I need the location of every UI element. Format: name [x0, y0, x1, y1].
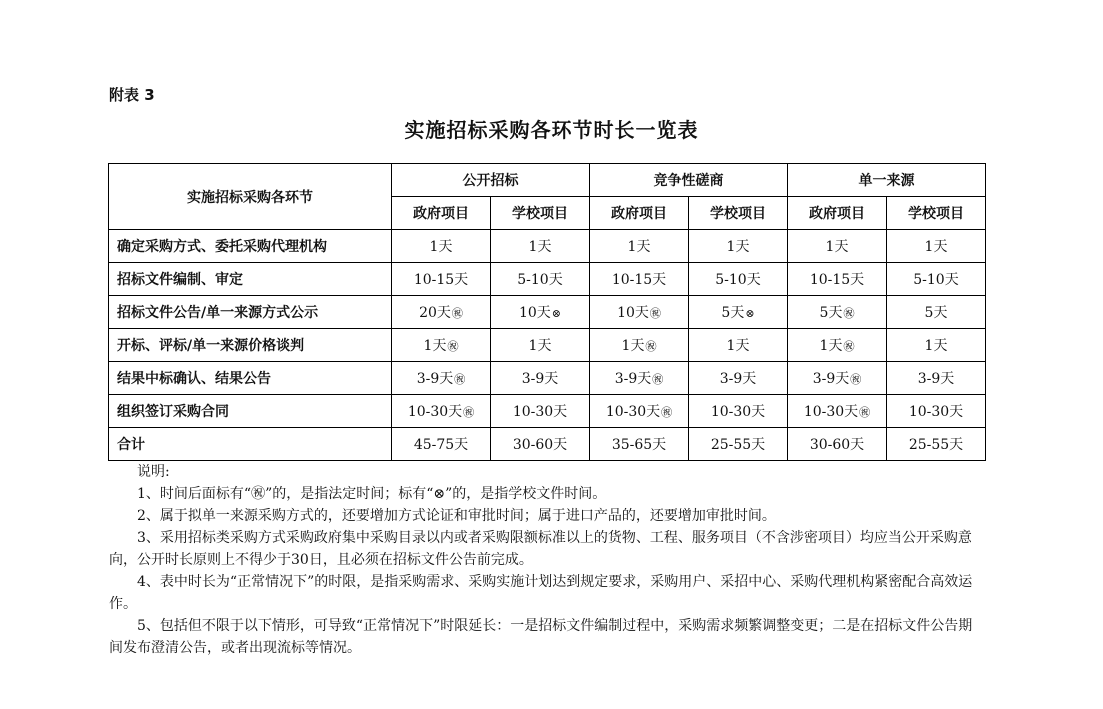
duration-cell: [689, 329, 788, 362]
duration-cell: [590, 395, 689, 428]
duration-value: 30-60天: [512, 437, 568, 453]
statutory-time-mark-icon: ㊗: [661, 406, 673, 419]
duration-value: 10-30天: [710, 404, 766, 420]
duration-cell: [590, 428, 689, 461]
duration-value: 10-30天: [407, 404, 463, 420]
duration-value: 3-9天: [719, 371, 757, 387]
stage-cell: 结果中标确认、结果公告: [109, 362, 392, 395]
subheader-school: 学校项目: [887, 197, 986, 230]
duration-value: 1天: [528, 239, 552, 255]
duration-cell: [392, 329, 491, 362]
duration-cell: [491, 428, 590, 461]
duration-cell: [590, 263, 689, 296]
duration-value: 5-10天: [913, 272, 959, 288]
duration-cell: [887, 428, 986, 461]
duration-value: 10-15天: [809, 272, 865, 288]
duration-value: 1天: [825, 239, 849, 255]
subheader-school: 学校项目: [689, 197, 788, 230]
statutory-time-mark-icon: ㊗: [463, 406, 475, 419]
table-row: [109, 296, 986, 329]
stage-cell: 开标、评标/单一来源价格谈判: [109, 329, 392, 362]
duration-cell: [491, 329, 590, 362]
duration-value: 25-55天: [908, 437, 964, 453]
duration-cell: [689, 428, 788, 461]
stage-cell: 合计: [109, 428, 392, 461]
duration-cell: [491, 395, 590, 428]
duration-cell: [392, 428, 491, 461]
table-row: [109, 329, 986, 362]
duration-value: 5天: [924, 305, 948, 321]
header-row-groups: [109, 164, 986, 197]
duration-value: 10天: [617, 305, 649, 321]
note-item-2: 2、属于拟单一来源采购方式的，还要增加方式论证和审批时间；属于进口产品的，还要增加审批时间。: [137, 508, 776, 524]
stage-column-header: 实施招标采购各环节: [109, 164, 392, 230]
duration-cell: [887, 362, 986, 395]
duration-cell: [887, 263, 986, 296]
statutory-time-mark-icon: ㊗: [850, 373, 862, 386]
duration-value: 1天: [924, 239, 948, 255]
stage-cell: 招标文件公告/单一来源方式公示: [109, 296, 392, 329]
statutory-time-mark-icon: ㊗: [451, 307, 463, 320]
duration-cell: [887, 395, 986, 428]
duration-value: 3-9天: [812, 371, 850, 387]
table-body: [109, 230, 986, 461]
duration-cell: [491, 296, 590, 329]
stage-cell: 组织签订采购合同: [109, 395, 392, 428]
duration-value: 1天: [429, 239, 453, 255]
group-header-open-tender: 公开招标: [392, 164, 590, 197]
table-row: [109, 395, 986, 428]
subheader-government: 政府项目: [788, 197, 887, 230]
duration-value: 3-9天: [521, 371, 559, 387]
duration-cell: [788, 395, 887, 428]
duration-value: 20天: [419, 305, 451, 321]
duration-value: 10-15天: [413, 272, 469, 288]
statutory-time-mark-icon: ㊗: [649, 307, 661, 320]
duration-value: 1天: [726, 338, 750, 354]
duration-value: 1天: [924, 338, 948, 354]
note-item-1: 1、时间后面标有“㊗”的，是指法定时间；标有“⊗”的，是指学校文件时间。: [137, 486, 607, 502]
duration-cell: [788, 230, 887, 263]
group-header-competitive-negotiation: 竞争性磋商: [590, 164, 788, 197]
duration-value: 10-30天: [605, 404, 661, 420]
duration-cell: [788, 428, 887, 461]
duration-cell: [590, 296, 689, 329]
stage-cell: 招标文件编制、审定: [109, 263, 392, 296]
duration-value: 5天: [819, 305, 843, 321]
duration-cell: [392, 230, 491, 263]
statutory-time-mark-icon: ㊗: [447, 340, 459, 353]
duration-value: 1天: [819, 338, 843, 354]
duration-value: 10-30天: [803, 404, 859, 420]
duration-value: 10天: [518, 305, 551, 321]
duration-value: 1天: [627, 239, 651, 255]
school-time-mark-icon: ⊗: [745, 307, 755, 320]
duration-cell: [392, 395, 491, 428]
duration-cell: [491, 263, 590, 296]
duration-value: 1天: [621, 338, 645, 354]
duration-value: 3-9天: [416, 371, 454, 387]
duration-cell: [788, 362, 887, 395]
duration-value: 45-75天: [413, 437, 469, 453]
appendix-label: 附表 3: [109, 86, 155, 104]
statutory-time-mark-icon: ㊗: [454, 373, 466, 386]
duration-value: 1天: [726, 239, 750, 255]
group-header-single-source: 单一来源: [788, 164, 986, 197]
table-row: [109, 362, 986, 395]
duration-cell: [590, 230, 689, 263]
stage-cell: 确定采购方式、委托采购代理机构: [109, 230, 392, 263]
duration-value: 5天: [721, 305, 745, 321]
duration-cell: [392, 362, 491, 395]
duration-cell: [689, 395, 788, 428]
duration-cell: [392, 296, 491, 329]
table-row: [109, 263, 986, 296]
statutory-time-mark-icon: ㊗: [859, 406, 871, 419]
duration-cell: [887, 230, 986, 263]
school-time-mark-icon: ⊗: [551, 307, 562, 320]
duration-cell: [590, 329, 689, 362]
subheader-government: 政府项目: [590, 197, 689, 230]
note-item-3: 3、采用招标类采购方式采购政府集中采购目录以内或者采购限额标准以上的货物、工程、服务项目（不含涉密项目）均应当公开采购意向，公开时长原则上不得少于30日，且必须在招标文件公告前完成。: [109, 530, 972, 568]
duration-cell: [392, 263, 491, 296]
duration-cell: [689, 362, 788, 395]
duration-cell: [689, 296, 788, 329]
subheader-government: 政府项目: [392, 197, 491, 230]
duration-cell: [590, 362, 689, 395]
duration-cell: [887, 296, 986, 329]
notes-section: [109, 461, 979, 659]
duration-value: 10-30天: [512, 404, 568, 420]
duration-value: 3-9天: [614, 371, 652, 387]
note-item-4: 4、表中时长为“正常情况下”的时限，是指采购需求、采购实施计划达到规定要求，采购用户、采招中心、采购代理机构紧密配合高效运作。: [109, 574, 973, 612]
table-row: [109, 428, 986, 461]
statutory-time-mark-icon: ㊗: [645, 340, 657, 353]
duration-cell: [689, 263, 788, 296]
statutory-time-mark-icon: ㊗: [843, 307, 855, 320]
duration-cell: [491, 230, 590, 263]
duration-cell: [689, 230, 788, 263]
duration-table: [108, 163, 986, 461]
page-title: 实施招标采购各环节时长一览表: [404, 118, 699, 142]
duration-value: 5-10天: [715, 272, 761, 288]
table-row: [109, 230, 986, 263]
duration-cell: [887, 329, 986, 362]
duration-cell: [788, 296, 887, 329]
duration-value: 25-55天: [710, 437, 766, 453]
statutory-time-mark-icon: ㊗: [652, 373, 664, 386]
note-item-5: 5、包括但不限于以下情形，可导致“正常情况下”时限延长：一是招标文件编制过程中，采购需求频繁调整变更；二是在招标文件公告期间发布澄清公告，或者出现流标等情况。: [109, 618, 973, 656]
subheader-school: 学校项目: [491, 197, 590, 230]
duration-value: 1天: [528, 338, 552, 354]
duration-value: 1天: [423, 338, 447, 354]
duration-value: 10-30天: [908, 404, 964, 420]
duration-value: 35-65天: [611, 437, 667, 453]
notes-heading: 说明:: [137, 464, 170, 480]
duration-value: 10-15天: [611, 272, 667, 288]
duration-value: 30-60天: [809, 437, 865, 453]
duration-value: 3-9天: [917, 371, 955, 387]
duration-value: 5-10天: [517, 272, 563, 288]
duration-cell: [788, 329, 887, 362]
statutory-time-mark-icon: ㊗: [843, 340, 855, 353]
duration-cell: [491, 362, 590, 395]
duration-cell: [788, 263, 887, 296]
